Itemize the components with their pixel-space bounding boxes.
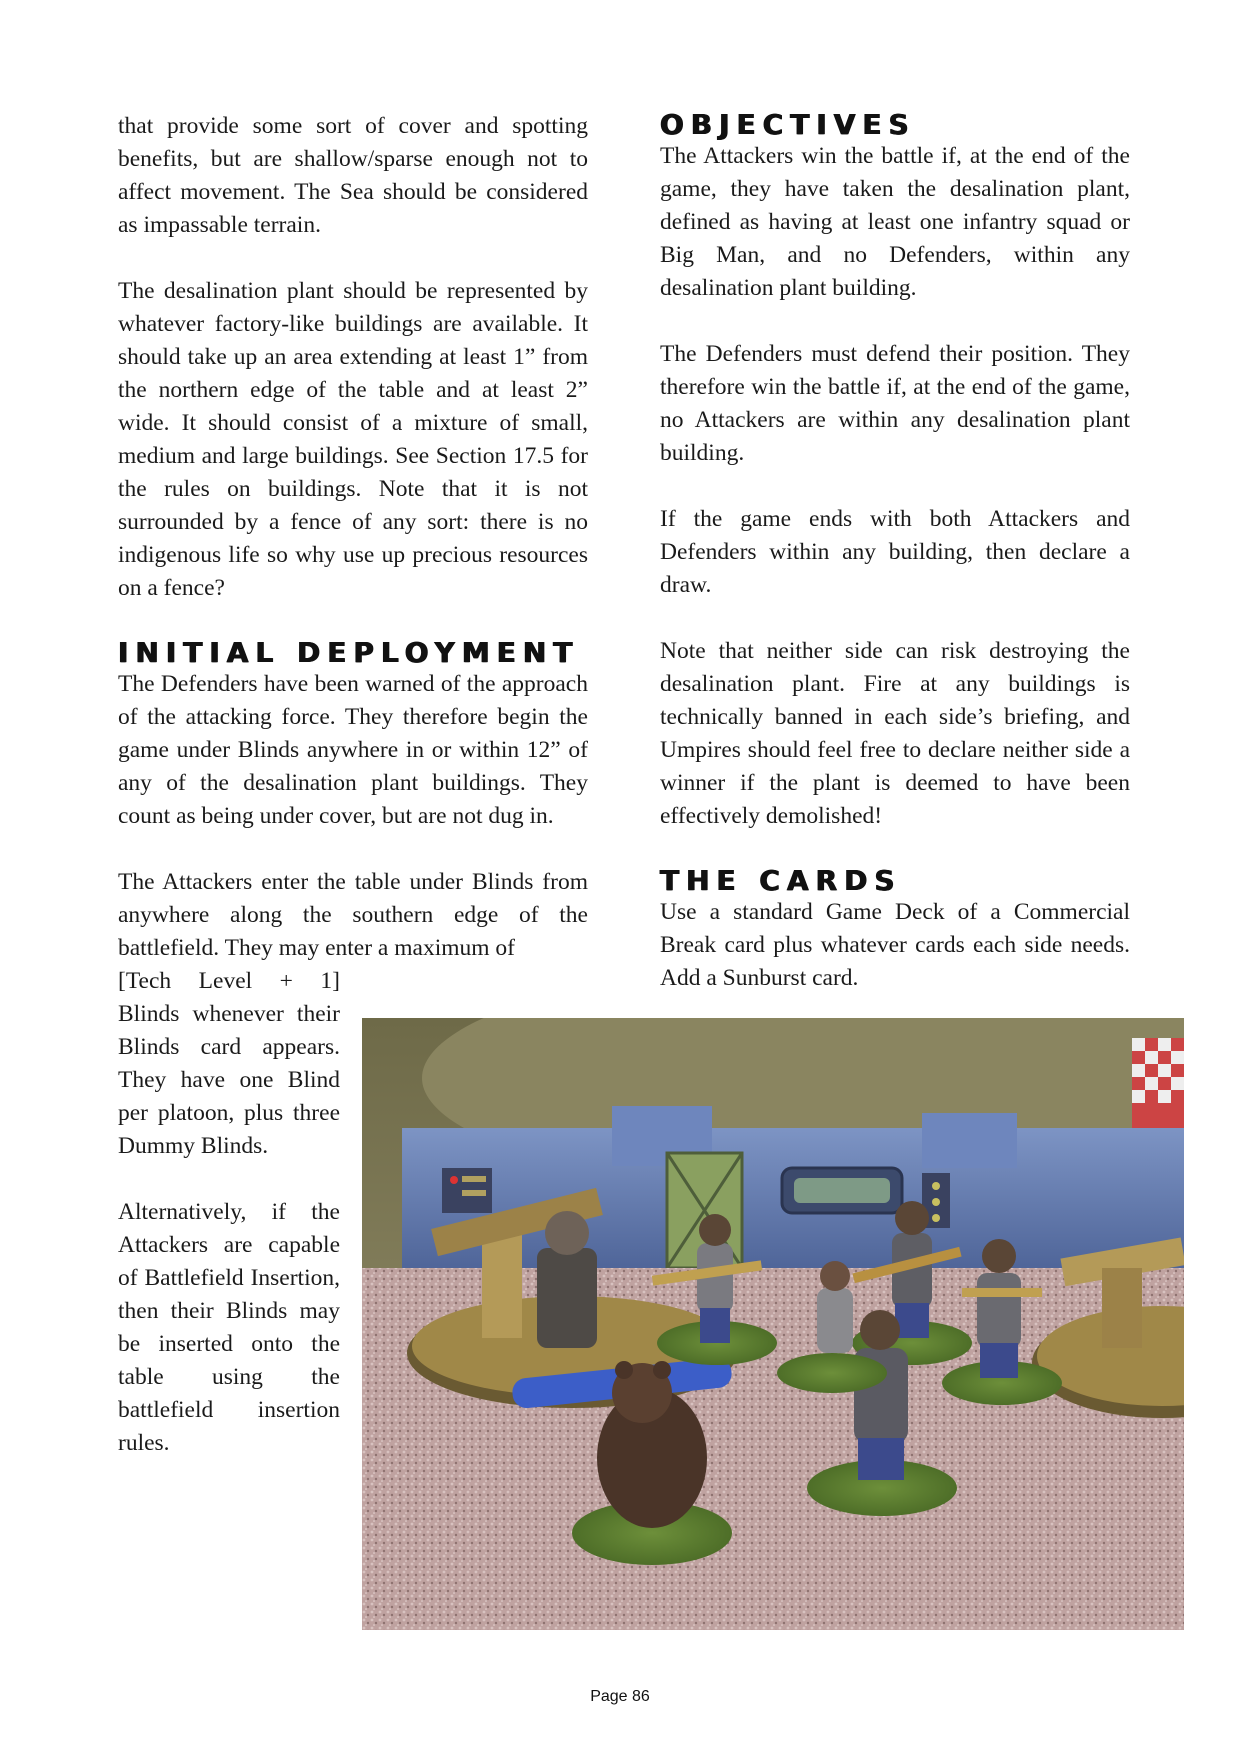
terrain-paragraph: that provide some sort of cover and spotting benefits, but are shallow/sparse enough not to affect movement. The Sea should be considered as impassable terrain. bbox=[118, 113, 588, 238]
initial-deployment-heading: INITIAL DEPLOYMENT bbox=[118, 636, 580, 669]
checkered-panel bbox=[1132, 1038, 1184, 1128]
battlefield-insertion-paragraph: Alternatively, if the Attackers are capable of Battlefield Insertion, then their Blinds may be inserted onto the table using the battlefield insertion rules. bbox=[118, 1199, 340, 1456]
defenders-win-paragraph: The Defenders must defend their position. They therefore win the battle if, at the end of the game, no Attackers are within any desalination plant building. bbox=[660, 341, 1130, 466]
plant-destruction-paragraph: Note that neither side can risk destroying the desalination plant. Fire at any buildings is technically banned in each side’s briefing, and Umpires should feel free to declare neither side a winner if the plant is deemed to have been effectively demolished! bbox=[660, 638, 1130, 829]
objectives-heading: OBJECTIVES bbox=[660, 108, 916, 141]
desalination-plant-paragraph: The desalination plant should be represented by whatever factory-like buildings are available. It should take up an area extending at least 1” from the northern edge of the table and at least 2” wide. It should consist of a mixture of small, medium and large buildings. See Section 17.5 for the rules on buildings. Note that it is not surrounded by a fence of any sort: there is no indigenous life so why use up precious resources on a fence? bbox=[118, 278, 588, 601]
attackers-entry-paragraph: The Attackers enter the table under Blinds from anywhere along the southern edge of the battlefield. They may enter a maximum of bbox=[118, 869, 588, 961]
attackers-entry-paragraph-continued: [Tech Level + 1] Blinds whenever their Blinds card appears. They have one Blind per platoon, plus three Dummy Blinds. bbox=[118, 968, 340, 1159]
right-column bbox=[660, 110, 1130, 1028]
draw-paragraph: If the game ends with both Attackers and Defenders within any building, then declare a draw. bbox=[660, 506, 1130, 598]
attackers-win-paragraph: The Attackers win the battle if, at the end of the game, they have taken the desalination plant, defined as having at least one infantry squad or Big Man, and no Defenders, within any desalination plant building. bbox=[660, 143, 1130, 301]
page-number: Page 86 bbox=[590, 1688, 650, 1705]
the-cards-heading: THE CARDS bbox=[660, 864, 902, 897]
defenders-deployment-paragraph: The Defenders have been warned of the approach of the attacking force. They therefore begin the game under Blinds anywhere in or within 12” of any of the desalination plant buildings. They count as being under cover, but are not dug in. bbox=[118, 671, 588, 829]
miniatures-photo bbox=[362, 1018, 1184, 1630]
cards-paragraph: Use a standard Game Deck of a Commercial Break card plus whatever cards each side needs. Add a Sunburst card. bbox=[660, 899, 1130, 991]
